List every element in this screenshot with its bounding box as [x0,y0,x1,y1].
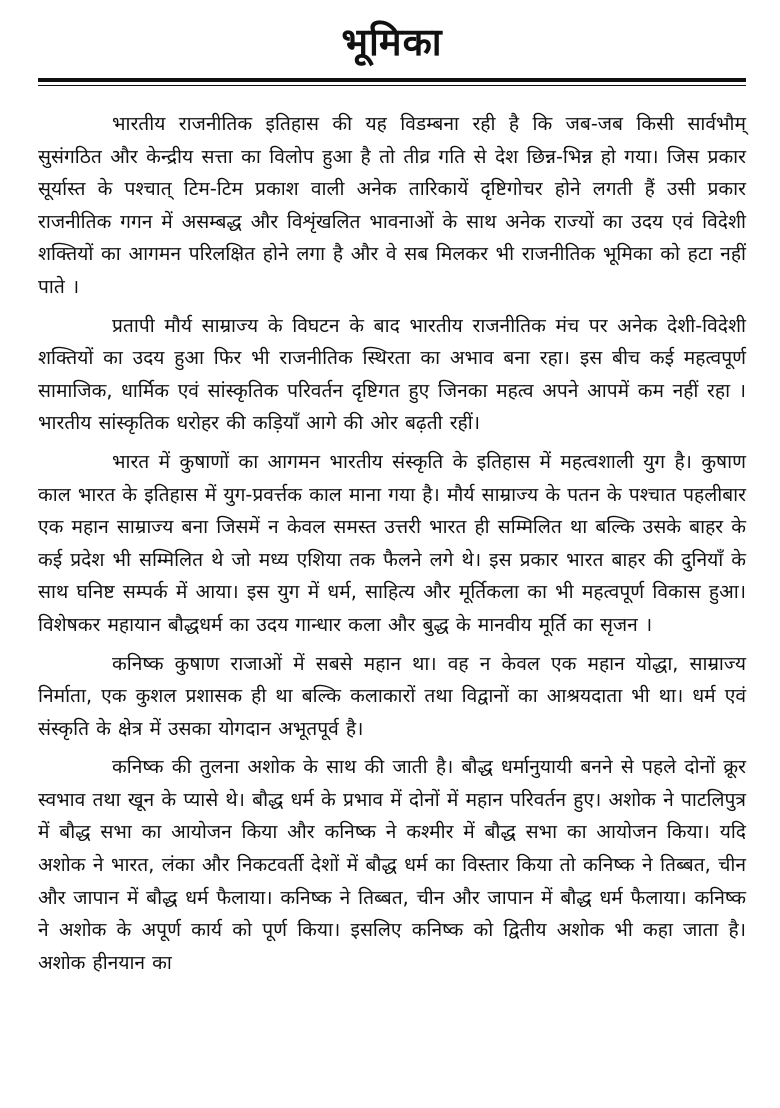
title-rule-thin [38,85,746,86]
body-text [38,108,746,979]
paragraph-1: भारतीय राजनीतिक इतिहास की यह विडम्बना रही है कि जब-जब किसी सार्वभौम् सुसंगठित और केन्द्रीय सत्ता का विलोप हुआ है तो तीव्र गति से देश छिन्न-भिन्न हो गया। जिस प्रकार सूर्यास्त के पश्चात् टिम-टिम प्रकाश वाली अनेक तारिकायें दृष्टिगोचर होने लगती हैं उसी प्रकार राजनीतिक गगन में असम्बद्ध और विशृंखलित भावनाओं के साथ अनेक राज्यों का उदय एवं विदेशी शक्तियों का आगमन परिलक्षित होने लगा है और वे सब मिलकर भी राजनीतिक भूमिका को हटा नहीं पाते । [38,112,746,298]
paragraph-2: प्रतापी मौर्य साम्राज्य के विघटन के बाद भारतीय राजनीतिक मंच पर अनेक देशी-विदेशी शक्तियों का उदय हुआ फिर भी राजनीतिक स्थिरता का अभाव बना रहा। इस बीच कई महत्वपूर्ण सामाजिक, धार्मिक एवं सांस्कृतिक परिवर्तन दृष्टिगत हुए जिनका महत्व अपने आपमें कम नहीं रहा । भारतीय सांस्कृतिक धरोहर की कड़ियाँ आगे की ओर बढ़ती रहीं। [38,313,746,435]
title-rule-thick [38,78,746,82]
paragraph-5: कनिष्क की तुलना अशोक के साथ की जाती है। बौद्ध धर्मानुयायी बनने से पहले दोनों क्रूर स्वभाव तथा खून के प्यासे थे। बौद्ध धर्म के प्रभाव में दोनों में महान परिवर्तन हुए। अशोक ने पाटलिपुत्र में बौद्ध सभा का आयोजन किया और कनिष्क ने कश्मीर में बौद्ध सभा का आयोजन किया। यदि अशोक ने भारत, लंका और निकटवर्ती देशों में बौद्ध धर्म का विस्तार किया तो कनिष्क ने तिब्बत, चीन और जापान में बौद्ध धर्म फैलाया। कनिष्क ने तिब्बत, चीन और जापान में बौद्ध धर्म फैलाया। कनिष्क ने अशोक के अपूर्ण कार्य को पूर्ण किया। इसलिए कनिष्क को द्वितीय अशोक भी कहा जाता है। अशोक हीनयान का [38,755,746,974]
document-page [38,0,746,1108]
paragraph-4: कनिष्क कुषाण राजाओं में सबसे महान था। वह न केवल एक महान योद्धा, साम्राज्य निर्माता, एक कुशल प्रशासक ही था बल्कि कलाकारों तथा विद्वानों का आश्रयदाता भी था। धर्म एवं संस्कृति के क्षेत्र में उसका योगदान अभूतपूर्व है। [38,651,746,740]
page-title: भूमिका [341,20,443,64]
paragraph-3: भारत में कुषाणों का आगमन भारतीय संस्कृति के इतिहास में महत्वशाली युग है। कुषाण काल भारत के इतिहास में युग-प्रवर्त्तक काल माना गया है। मौर्य साम्राज्य के पतन के पश्चात पहलीबार एक महान साम्राज्य बना जिसमें न केवल समस्त उत्तरी भारत ही सम्मिलित था बल्कि उसके बाहर के कई प्रदेश भी सम्मिलित थे जो मध्य एशिया तक फैलने लगे थे। इस प्रकार भारत बाहर की दुनियाँ के साथ घनिष्ट सम्पर्क में आया। इस युग में धर्म, साहित्य और मूर्तिकला का भी महत्वपूर्ण विकास हुआ। विशेषकर महायान बौद्धधर्म का उदय गान्धार कला और बुद्ध के मानवीय मूर्ति का सृजन । [38,449,746,636]
